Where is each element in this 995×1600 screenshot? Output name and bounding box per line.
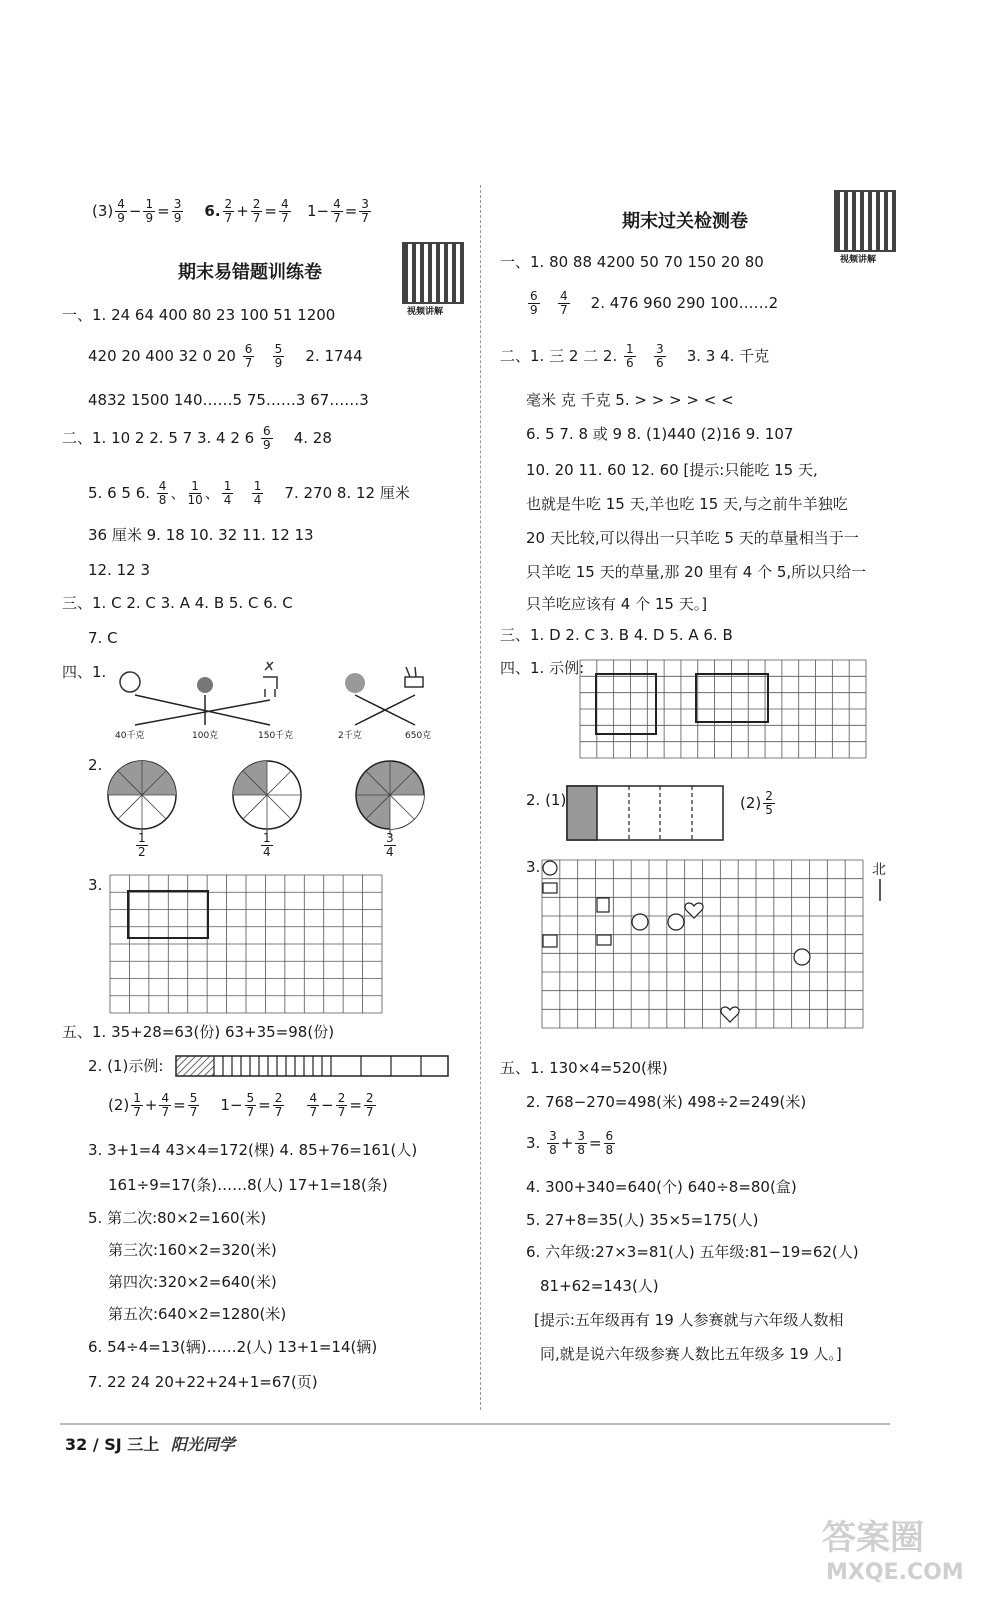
fraction-circles [100, 755, 430, 835]
strip-model [566, 785, 724, 841]
fraction: $\frac{1}{10}$ [187, 479, 203, 507]
right-s3: 三、1. D 2. C 3. B 4. D 5. A 6. B [500, 626, 733, 644]
left-grid [108, 873, 384, 1015]
right-s4-1-label: 四、1. 示例: [500, 659, 585, 677]
fraction: $\frac{3}{7}$ [361, 197, 369, 225]
north-label: 北 [872, 862, 886, 878]
left-s2-line2: 5. 6 5 6. $\frac{4}{8}$ 、 $\frac{1}{10}$ 、 $\frac{1}{4}$ $\frac{1}{4}$ 7. 270 8. 12 厘米 [88, 479, 410, 507]
left-s4-label: 四、1. [62, 663, 107, 681]
right-s1-line1: 一、1. 80 88 4200 50 70 150 20 80 [500, 253, 764, 271]
column-divider [480, 185, 481, 1410]
circle-quarter [233, 761, 301, 829]
left-row-0: (3) $\frac{4}{9}$ − $\frac{1}{9}$ = $\frac{3}{9}$ 6. $\frac{2}{7}$ + $\frac{2}{7}$ = $\frac{4}{7}$ 1− $\frac{4}{7}$ = $\frac{3}{7}$ [92, 197, 369, 225]
right-section-title: 期末过关检测卷 [622, 211, 748, 232]
left-s5-2a: 2. (1)示例: [88, 1057, 164, 1075]
right-s2-line5: 也就是牛吃 15 天,羊也吃 15 天,与之前牛羊独吃 [526, 495, 848, 513]
left-section-title: 期末易错题训练卷 [178, 262, 322, 283]
right-s5-6d: 同,就是说六年级参赛人数比五年级多 19 人。] [540, 1345, 842, 1363]
left-s2-line4: 12. 12 3 [88, 561, 151, 579]
circle-fraction-2: $\frac{1}{4}$ [263, 831, 271, 859]
right-s2-line1: 二、1. 三 2 二 2. $\frac{1}{6}$ $\frac{3}{6}$ 3. 3 4. 千克 [500, 342, 770, 370]
right-grid-1 [578, 658, 868, 760]
right-s2-line2: 毫米 克 千克 5. > > > > < < [526, 391, 734, 409]
left-s5-5a: 5. 第二次:80×2=160(米) [88, 1209, 267, 1227]
right-s5-6b: 81+62=143(人) [540, 1277, 659, 1295]
page-number: 32 / SJ 三上 [65, 1435, 160, 1454]
brand-logo: 阳光同学 [170, 1435, 235, 1454]
watermark-logo: 答案圈 [822, 1518, 924, 1558]
left-s5-5d: 第五次:640×2=1280(米) [108, 1305, 287, 1323]
circle-fraction-1: $\frac{1}{2}$ [138, 831, 146, 859]
fraction: $\frac{1}{9}$ [145, 197, 154, 225]
north-arrow-icon [876, 877, 884, 901]
left-s5-6: 6. 54÷4=13(辆)……2(人) 13+1=14(辆) [88, 1338, 378, 1356]
right-s5-6c: [提示:五年级再有 19 人参赛就与六年级人数相 [534, 1311, 844, 1329]
right-s4-2b: (2) $\frac{2}{5}$ [740, 789, 773, 817]
fraction: $\frac{4}{7}$ [280, 197, 289, 225]
left-s4-2-label: 2. [88, 756, 103, 774]
weight-label-2: 100克 [192, 731, 219, 741]
fraction: $\frac{4}{8}$ [158, 479, 167, 507]
right-s4-3-label: 3. [526, 858, 541, 876]
fraction: $\frac{6}{7}$ [244, 342, 253, 370]
watermelon-icon [345, 673, 365, 693]
fraction: $\frac{3}{6}$ [655, 342, 664, 370]
right-s5-6a: 6. 六年级:27×3=81(人) 五年级:81−19=62(人) [526, 1243, 859, 1261]
left-s5-7: 7. 22 24 20+22+24+1=67(页) [88, 1373, 318, 1391]
weight-label-1: 40千克 [115, 731, 145, 741]
left-s5-5c: 第四次:320×2=640(米) [108, 1273, 277, 1291]
page-footer [65, 1432, 235, 1455]
left-s5-3b: 161÷9=17(条)……8(人) 17+1=18(条) [108, 1176, 388, 1194]
fraction: $\frac{4}{7}$ [333, 197, 341, 225]
fraction: $\frac{6}{9}$ [530, 289, 538, 317]
animal-icon-1 [120, 672, 140, 692]
left-s5-1: 五、1. 35+28=63(份) 63+35=98(份) [62, 1023, 335, 1041]
fraction: $\frac{5}{9}$ [274, 342, 283, 370]
right-s5-3: 3. $\frac{3}{8}$ + $\frac{3}{8}$ = $\frac{6}{8}$ [526, 1129, 614, 1157]
right-s5-2: 2. 768−270=498(米) 498÷2=249(米) [526, 1093, 807, 1111]
right-grid-2 [540, 858, 865, 1030]
left-s2-line1: 二、1. 10 2 2. 5 7 3. 4 2 6 $\frac{6}{9}$ 4. 28 [62, 424, 332, 452]
right-s5-5: 5. 27+8=35(人) 35×5=175(人) [526, 1211, 759, 1229]
qr-code-icon[interactable] [834, 190, 896, 252]
watermark-url: MXQE.COM [826, 1560, 964, 1585]
fraction: $\frac{6}{9}$ [262, 424, 271, 452]
fraction: $\frac{1}{4}$ [253, 479, 262, 507]
left-s3-line1: 三、1. C 2. C 3. A 4. B 5. C 6. C [62, 594, 293, 612]
right-s2-line4: 10. 20 11. 60 12. 60 [提示:只能吃 15 天, [526, 461, 818, 479]
left-s2-line3: 36 厘米 9. 18 10. 32 11. 12 13 [88, 526, 314, 544]
left-s1-line2: 420 20 400 32 0 20 $\frac{6}{7}$ $\frac{5}{9}$ 2. 1744 [88, 342, 363, 370]
right-s5-4: 4. 300+340=640(个) 640÷8=80(盒) [526, 1178, 797, 1196]
fraction: $\frac{2}{7}$ [224, 197, 233, 225]
left-s5-2b: (2) $\frac{1}{7}$ + $\frac{4}{7}$ = $\frac{5}{7}$ 1− $\frac{5}{7}$ = $\frac{2}{7}$ $\frac{4}{7}$ − $\frac{2}{7}$ = $\frac{2}{7}$ [108, 1091, 374, 1119]
weight-label-4: 2千克 [338, 731, 362, 741]
left-s3-line2: 7. C [88, 629, 118, 647]
left-s1-line3: 4832 1500 140……5 75……3 67……3 [88, 391, 369, 409]
circle-fraction-3: $\frac{3}{4}$ [386, 831, 394, 859]
left-s1-line1: 一、1. 24 64 400 80 23 100 51 1200 [62, 306, 336, 324]
circle-three-quarters [356, 761, 424, 829]
right-s2-line8: 只羊吃应该有 4 个 15 天。] [526, 595, 708, 613]
apple-icon [197, 677, 213, 693]
rabbit-icon [405, 667, 423, 687]
weight-label-3: 150千克 [258, 731, 294, 741]
fraction: $\frac{4}{7}$ [559, 289, 568, 317]
footer-rule [60, 1423, 890, 1425]
fraction: $\frac{1}{6}$ [626, 342, 634, 370]
fraction: $\frac{1}{4}$ [223, 479, 232, 507]
deer-icon [263, 662, 277, 697]
qr-label: 视频讲解 [840, 255, 877, 265]
right-s2-line7: 只羊吃 15 天的草量,那 20 里有 4 个 5,所以只给一 [526, 563, 867, 581]
left-s4-3-label: 3. [88, 876, 103, 894]
left-s5-5b: 第三次:160×2=320(米) [108, 1241, 277, 1259]
right-s5-1: 五、1. 130×4=520(棵) [500, 1059, 668, 1077]
fraction: $\frac{4}{9}$ [117, 197, 125, 225]
bar-model [175, 1055, 449, 1077]
heart-icon [721, 1007, 739, 1022]
left-s5-3a: 3. 3+1=4 43×4=172(棵) 4. 85+76=161(人) [88, 1141, 418, 1159]
fraction: $\frac{2}{7}$ [252, 197, 261, 225]
right-s2-line6: 20 天比较,可以得出一只羊吃 5 天的草量相当于一 [526, 529, 859, 547]
weight-label-5: 650克 [405, 731, 432, 741]
qr-label: 视频讲解 [407, 307, 444, 317]
qr-code-icon[interactable] [402, 242, 464, 304]
right-s2-line3: 6. 5 7. 8 或 9 8. (1)440 (2)16 9. 107 [526, 425, 794, 443]
circle-half [108, 761, 176, 829]
right-s1-line2: $\frac{6}{9}$ $\frac{4}{7}$ 2. 476 960 290 100……2 [530, 289, 779, 317]
fraction: $\frac{3}{9}$ [173, 197, 182, 225]
right-s4-2-label: 2. (1) [526, 791, 567, 809]
